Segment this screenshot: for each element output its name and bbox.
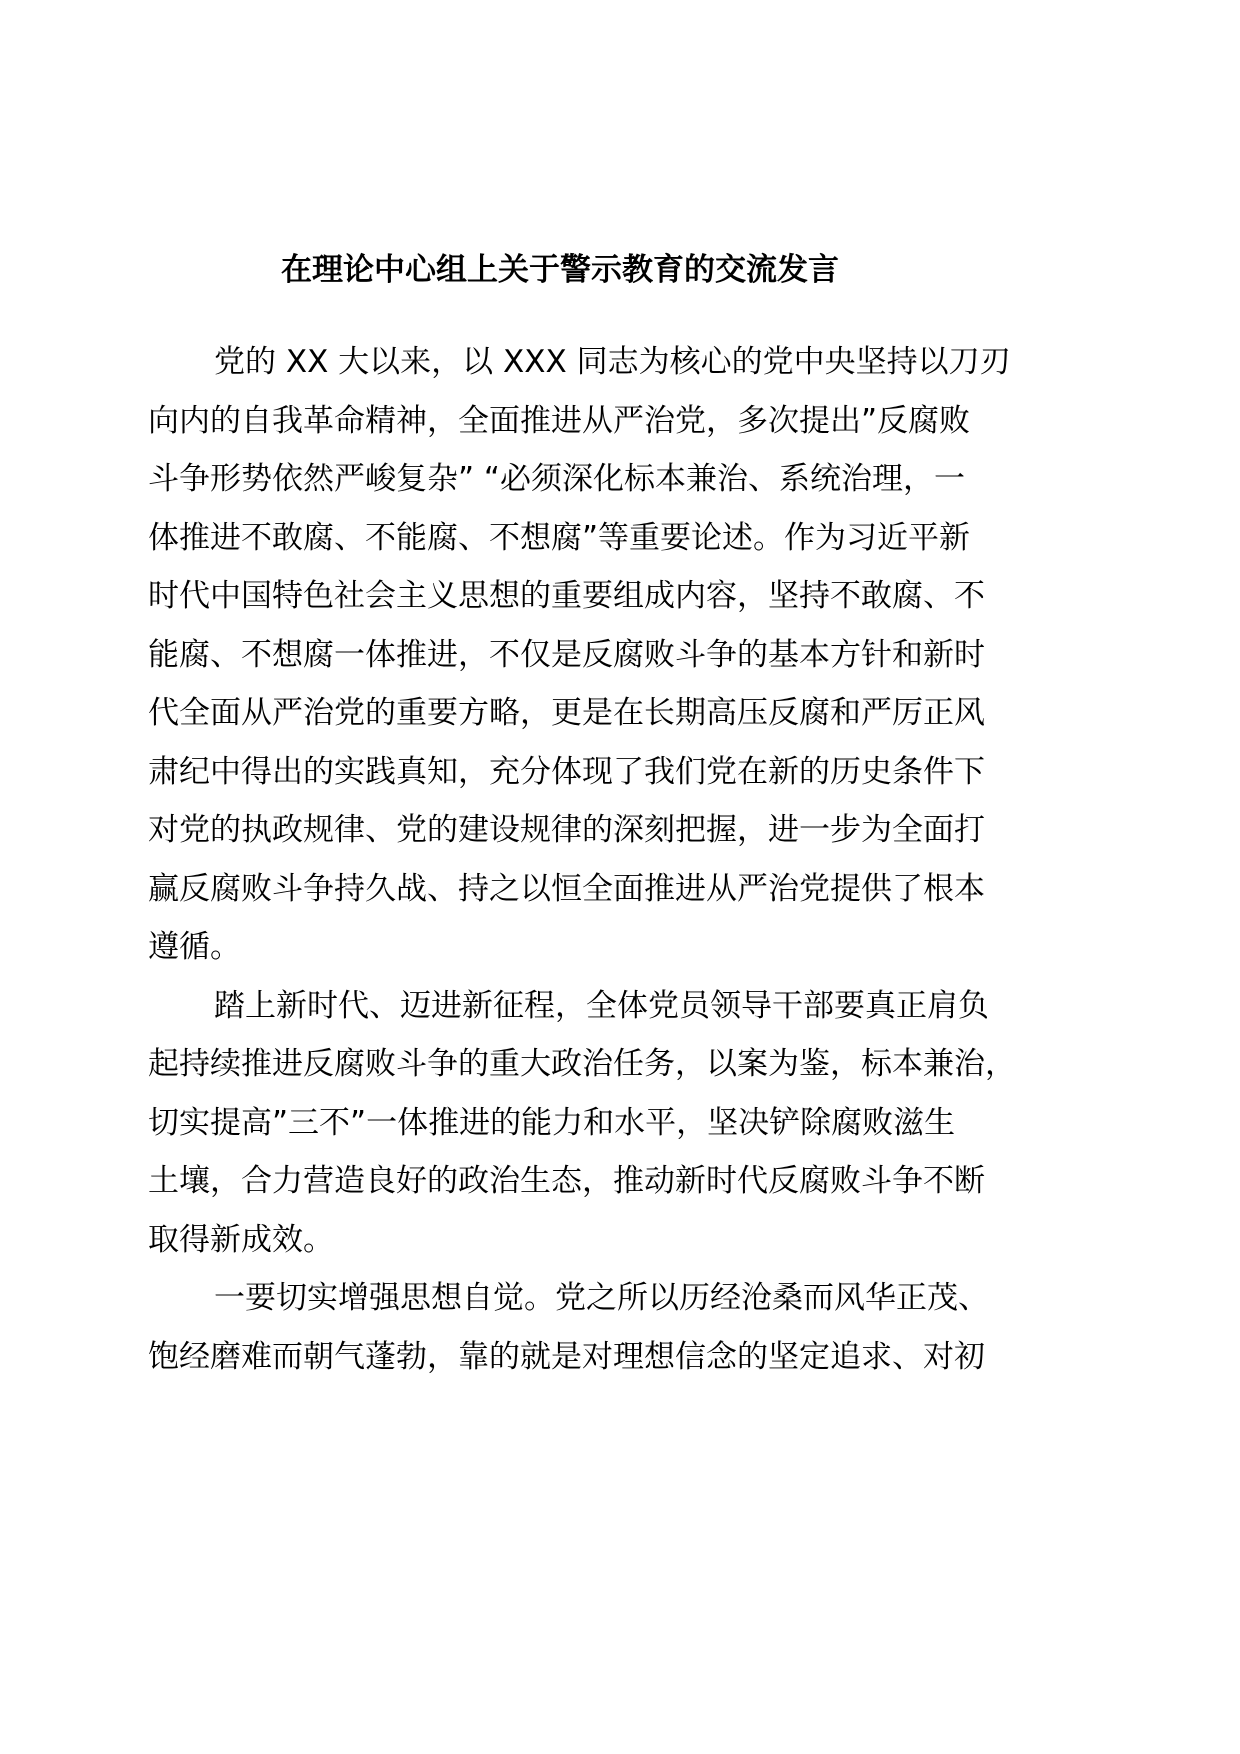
paragraph-line: 一要切实增强思想自觉。党之所以历经沧桑而风华正茂、 — [214, 1280, 989, 1316]
paragraph-line: 土壤，合力营造良好的政治生态，推动新时代反腐败斗争不断 — [148, 1163, 985, 1199]
paragraph-line: 肃纪中得出的实践真知，充分体现了我们党在新的历史条件下 — [148, 753, 985, 790]
paragraph-line: 党的 XX 大以来，以 XXX 同志为核心的党中央坚持以刀刃 — [214, 344, 1011, 380]
paragraph-line: 取得新成效。 — [148, 1221, 334, 1258]
document-title: 在理论中心组上关于警示教育的交流发言 — [281, 252, 839, 288]
paragraph-line: 时代中国特色社会主义思想的重要组成内容，坚持不敢腐、不 — [148, 578, 985, 614]
paragraph-1 — [148, 336, 1011, 980]
paragraph-3 — [148, 1272, 989, 1389]
paragraph-line: 能腐、不想腐一体推进，不仅是反腐败斗争的基本方针和新时 — [148, 636, 985, 673]
paragraph-line: 代全面从严治党的重要方略，更是在长期高压反腐和严厉正风 — [148, 695, 985, 731]
paragraph-line: 踏上新时代、迈进新征程，全体党员领导干部要真正肩负 — [214, 987, 989, 1024]
paragraph-line: 体推进不敢腐、不能腐、不想腐”等重要论述。作为习近平新 — [148, 519, 971, 556]
paragraph-line: 斗争形势依然严峻复杂” “必须深化标本兼治、系统治理，一 — [148, 461, 965, 497]
paragraph-line: 饱经磨难而朝气蓬勃，靠的就是对理想信念的坚定追求、对初 — [148, 1338, 985, 1375]
paragraph-line: 切实提高”三不”一体推进的能力和水平，坚决铲除腐败滋生 — [148, 1104, 956, 1141]
paragraph-line: 赢反腐败斗争持久战、持之以恒全面推进从严治党提供了根本 — [148, 870, 985, 907]
paragraph-line: 起持续推进反腐败斗争的重大政治任务，以案为鉴，标本兼治， — [148, 1046, 1016, 1082]
paragraph-2 — [148, 980, 1016, 1273]
paragraph-line: 对党的执政规律、党的建设规律的深刻把握，进一步为全面打 — [148, 812, 985, 848]
paragraph-line: 向内的自我革命精神，全面推进从严治党，多次提出”反腐败 — [148, 402, 971, 439]
paragraph-line: 遵循。 — [148, 929, 241, 965]
